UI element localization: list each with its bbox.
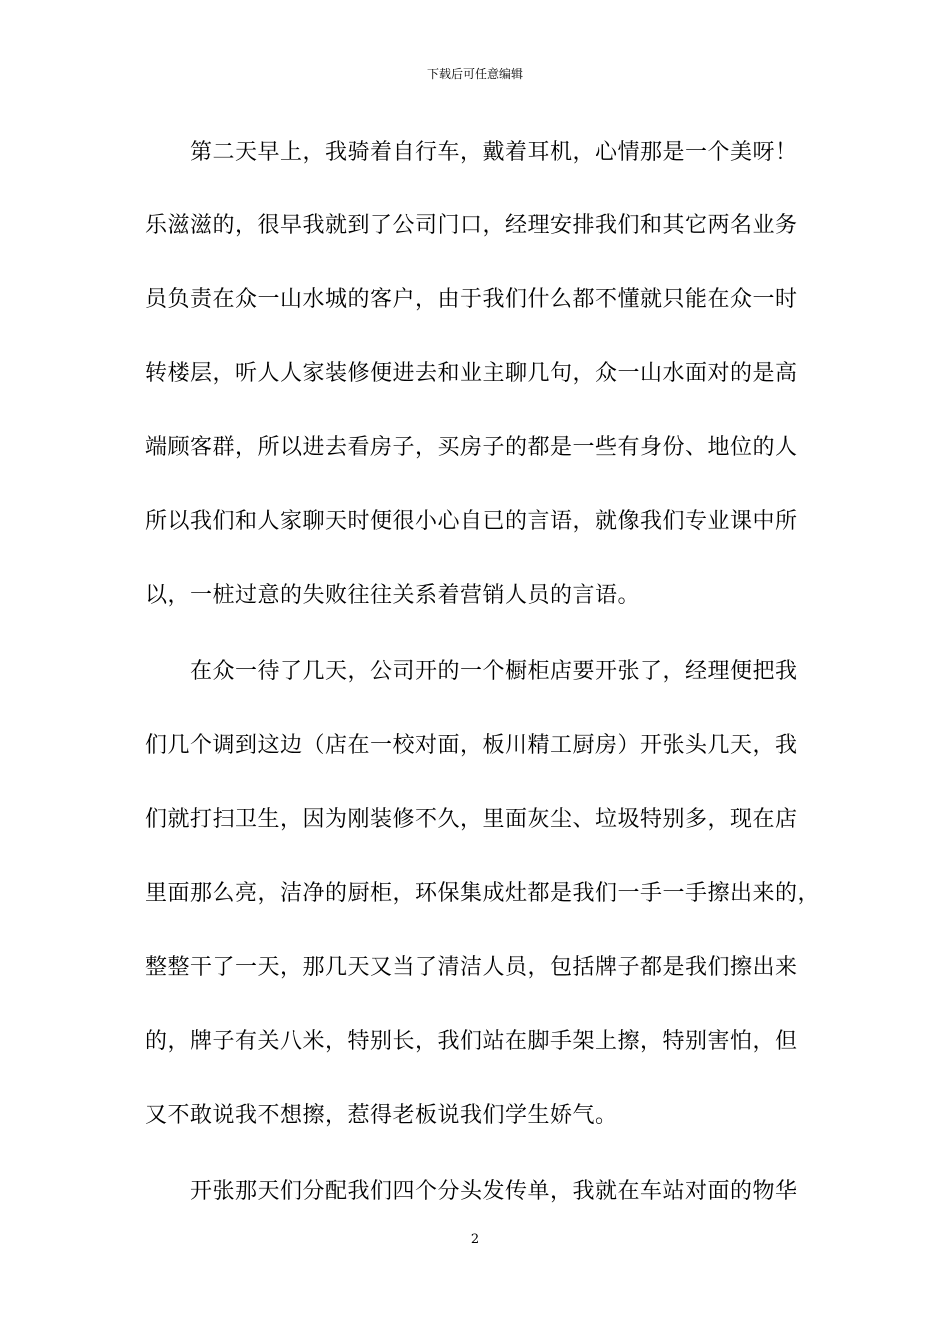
text-line: 的，牌子有关八米，特别长，我们站在脚手架上擦，特别害怕，但	[145, 1029, 798, 1054]
text-line: 们几个调到这边（店在一校对面，板川精工厨房）开张头几天，我	[145, 733, 798, 758]
text-line: 里面那么亮，洁净的厨柜，环保集成灶都是我们一手一手擦出来的，	[145, 881, 821, 906]
text-line: 们就打扫卫生，因为刚装修不久，里面灰尘、垃圾特别多，现在店	[145, 807, 798, 832]
text-line: 所以我们和人家聊天时便很小心自已的言语，就像我们专业课中所	[145, 509, 798, 534]
header-note: 下载后可任意编辑	[426, 67, 523, 81]
text-line: 员负责在众一山水城的客户，由于我们什么都不懂就只能在众一时	[145, 287, 798, 312]
text-line: 整整干了一天，那几天又当了清洁人员，包括牌子都是我们擦出来	[145, 955, 798, 980]
text-line: 以，一桩过意的失败往往关系着营销人员的言语。	[145, 583, 641, 608]
text-line: 转楼层，听人人家装修便进去和业主聊几句，众一山水面对的是高	[145, 361, 798, 386]
text-line: 又不敢说我不想擦，惹得老板说我们学生娇气。	[145, 1103, 618, 1128]
text-line: 乐滋滋的，很早我就到了公司门口，经理安排我们和其它两名业务	[145, 213, 798, 238]
text-line: 在众一待了几天，公司开的一个橱柜店要开张了，经理便把我	[190, 659, 798, 684]
page-number: 2	[470, 1232, 480, 1247]
text-line: 第二天早上，我骑着自行车，戴着耳机，心情那是一个美呀！	[190, 140, 798, 165]
text-line: 开张那天们分配我们四个分头发传单，我就在车站对面的物华	[190, 1179, 798, 1204]
text-line: 端顾客群，所以进去看房子，买房子的都是一些有身份、地位的人	[145, 435, 798, 460]
